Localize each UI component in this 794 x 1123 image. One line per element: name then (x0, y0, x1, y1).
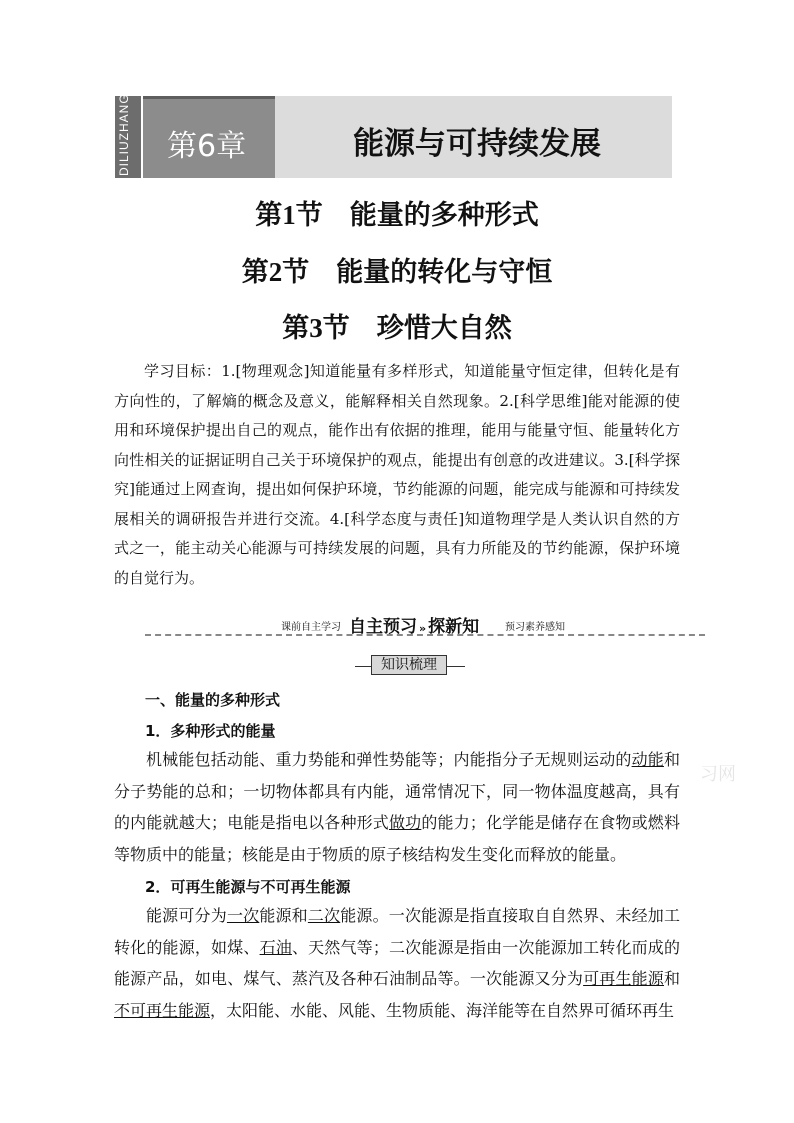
paragraph-renewable (114, 900, 680, 1026)
learning-objectives: 学习目标：1.[物理观念]知道能量有多样形式，知道能量守恒定律，但转化是有方向性的，了解熵的概念及意义，能解释相关自然现象。2.[科学思维]能对能源的使用和环境保护提出自己的观点，能作出有依据的推理，能用与能量守恒、能量转化方向性相关的证据证明自己关于环境保护的观点，能提出有创意的改进建议。3.[科学探究]能通过上网查询，提出如何保护环境，节约能源的问题，能完成与能源和可持续发展相关的调研报告并进行交流。4.[科学态度与责任]知道物理学是人类认识自然的方式之一，能主动关心能源与可持续发展的问题，具有力所能及的节约能源，保护环境的自觉行为。 (114, 362, 680, 587)
chapter-number-box (143, 96, 275, 178)
side-tab-text: DILIUZHANG (117, 93, 131, 176)
underlined-term: 不可再生能源 (114, 1000, 211, 1020)
double-chevron-icon: » (419, 622, 427, 635)
section-number: 2 (268, 257, 283, 287)
chapter-number: 第6章 (167, 129, 247, 164)
section-divider (145, 614, 705, 636)
watermark: 习网 (700, 764, 736, 785)
divider-right-text: 预习素养感知 (505, 622, 565, 633)
chapter-banner (115, 93, 672, 178)
section-title-2 (0, 250, 794, 289)
chapter-title: 能源与可持续发展 (353, 126, 601, 162)
heading-energy-forms: 一、能量的多种形式 (145, 691, 281, 709)
underlined-term: 动能 (631, 750, 664, 769)
underlined-term: 石油 (259, 937, 292, 957)
paragraph-energy-forms (114, 744, 680, 870)
knowledge-badge (355, 655, 465, 677)
text-run: 的能力；化学能是储存在食物或燃料等物质中的能量；核能是由于物质的原子核结构发生变化而释放的能量。 (114, 813, 680, 864)
section-number: 3 (309, 313, 323, 343)
text-run: 能源和 (259, 906, 308, 925)
section-prefix: 第 (255, 200, 283, 231)
text-run: 、天然气等；二次能源是指由一次能源加工转化而成的能源产品，如电、煤气、蒸汽及各种石油制品等。一次能源又分为 (114, 937, 680, 988)
text-run: ，太阳能、水能、风能、生物质能、海洋能等在自然界可循环再生 (210, 1000, 675, 1020)
text-run: 和 (663, 969, 680, 988)
divider-heading (349, 612, 479, 637)
section-prefix: 第 (282, 313, 310, 344)
section-title-1 (0, 193, 794, 232)
section-name: 节 珍惜大自然 (322, 313, 512, 344)
text-run: 能源可分为 (146, 906, 227, 925)
underlined-term: 一次 (226, 906, 260, 925)
divider-heading-b: 探新知 (428, 617, 480, 637)
badge-label: 知识梳理 (371, 655, 447, 675)
section-number: 1 (282, 200, 296, 230)
divider-heading-a: 自主预习 (349, 617, 417, 637)
text-run: 能源。一次能源是指直接取自自然界、未经加工转化的能源，如煤、 (114, 906, 680, 957)
underlined-term: 做功 (388, 813, 422, 832)
underlined-term: 二次 (307, 906, 341, 925)
chapter-title-box (275, 96, 672, 178)
section-title-3 (0, 306, 794, 345)
text-run: 机械能包括动能、重力势能和弹性势能等；内能指分子无规则运动的 (146, 750, 632, 769)
side-tab (115, 93, 141, 178)
text-run: 和分子势能的总和；一切物体都具有内能，通常情况下，同一物体温度越高，具有的内能就越大；电能是指电以各种形式 (114, 750, 680, 832)
section-prefix: 第 (241, 257, 269, 288)
subheading-forms: 1．多种形式的能量 (145, 722, 276, 740)
section-name: 节 能量的多种形式 (295, 200, 539, 231)
divider-left-text: 课前自主学习 (281, 622, 341, 633)
subheading-renewable: 2．可再生能源与不可再生能源 (145, 878, 351, 896)
underlined-term: 可再生能源 (583, 969, 664, 988)
section-name: 节 能量的转化与守恒 (282, 257, 553, 288)
